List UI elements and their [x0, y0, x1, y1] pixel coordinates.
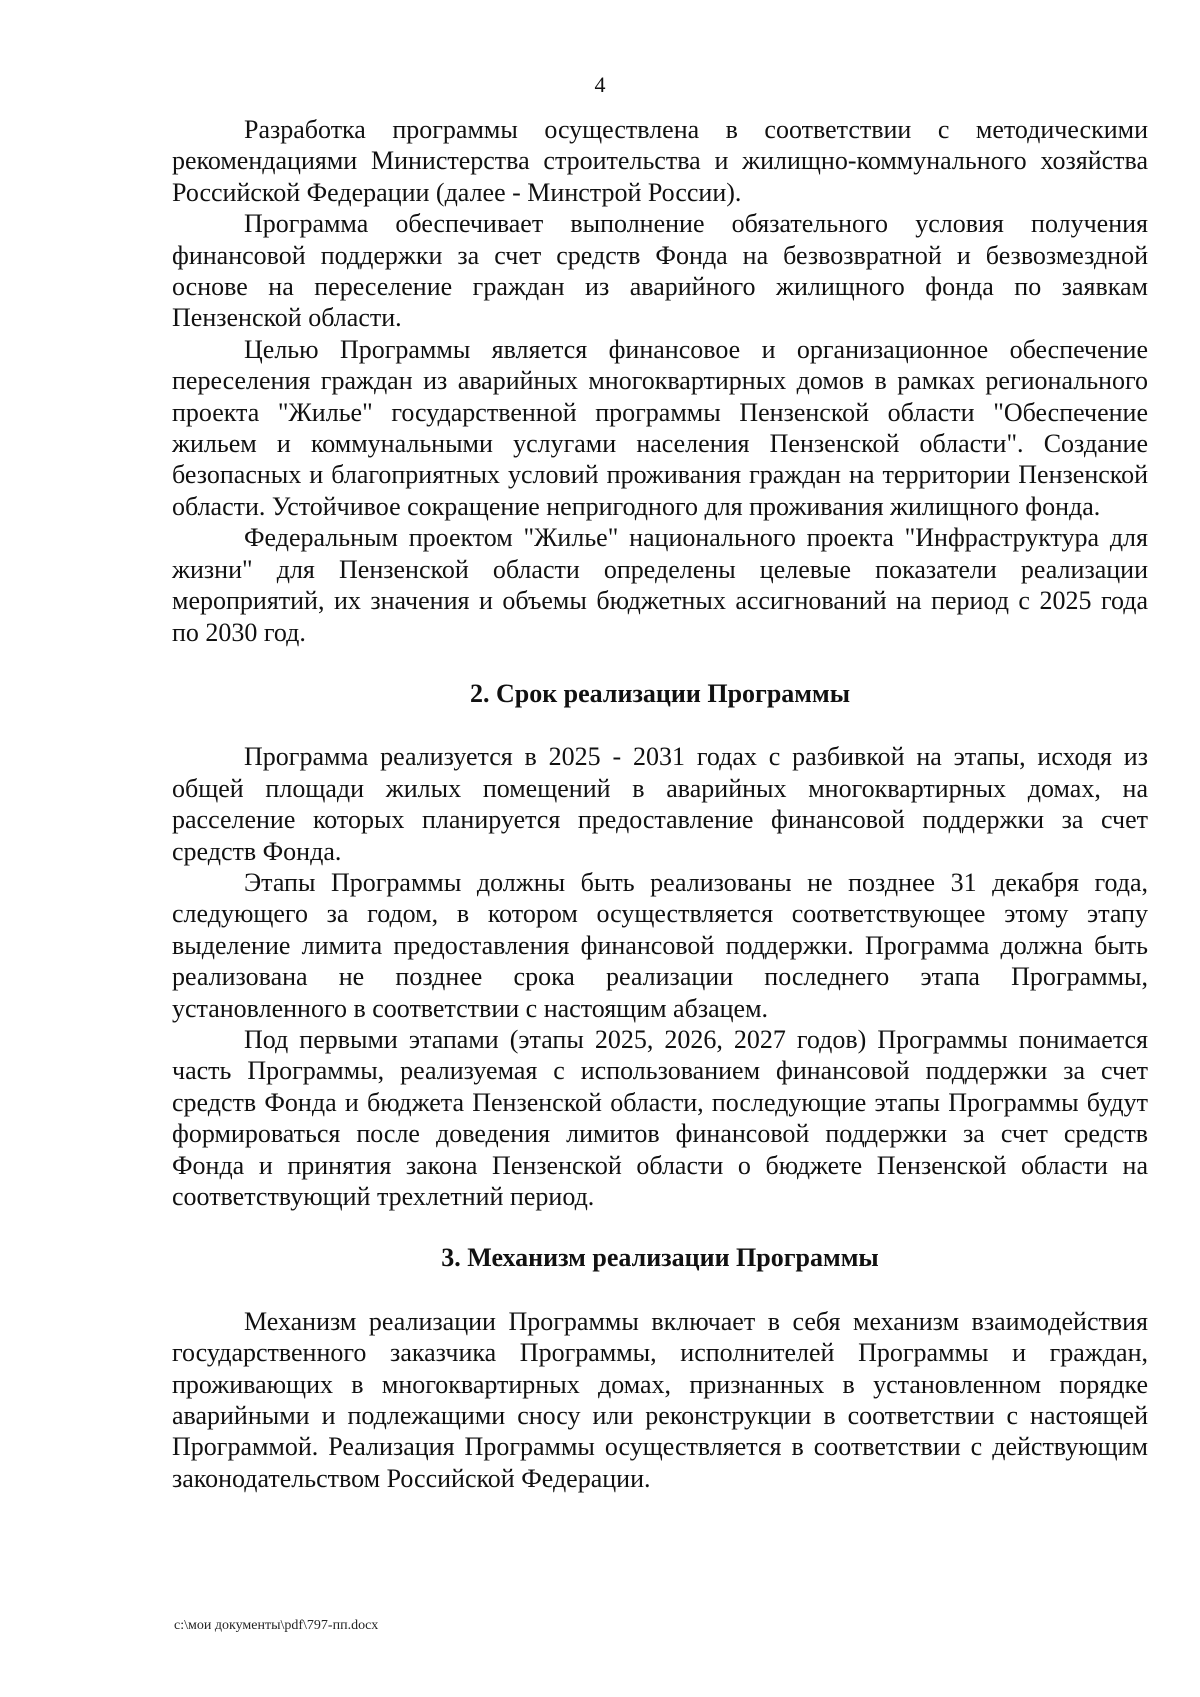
paragraph: Программа обеспечивает выполнение обязательного условия получения финансовой поддержки за счет средств Фонда на безвозвратной и безвозмездной основе на переселение граждан из аварийного жилищного фонда по заявкам Пензенской области.: [172, 209, 1148, 333]
page-number: 4: [594, 72, 606, 97]
document-body: [172, 114, 1148, 1494]
spacer: [172, 1274, 1148, 1306]
paragraph: Механизм реализации Программы включает в себя механизм взаимодействия государственного заказчика Программы, исполнителей Программы и граждан, проживающих в многоквартирных домах, признанных в установленном порядке аварийными и подлежащими сносу или реконструкции в соответствии с настоящей Программой. Реализация Программы осуществляется в соответствии с действующим законодательством Российской Федерации.: [172, 1306, 1148, 1493]
footer-file-path: c:\мои документы\pdf\797-пп.docx: [174, 1618, 379, 1633]
spacer: [172, 648, 1148, 678]
spacer: [172, 709, 1148, 741]
paragraph: Федеральным проектом "Жилье" национального проекта "Инфраструктура для жизни" для Пензенской области определены целевые показатели реализации мероприятий, их значения и объемы бюджетных ассигнований на период с 2025 года по 2030 год.: [172, 523, 1148, 647]
paragraph: Под первыми этапами (этапы 2025, 2026, 2027 годов) Программы понимается часть Программы, реализуемая с использованием финансовой поддержки за счет средств Фонда и бюджета Пензенской области, последующие этапы Программы будут формироваться после доведения лимитов финансовой поддержки за счет средств Фонда и принятия закона Пензенской области о бюджете Пензенской области на соответствующий трехлетний период.: [172, 1024, 1148, 1211]
section-heading-3: 3. Механизм реализации Программы: [441, 1243, 879, 1273]
paragraph: Разработка программы осуществлена в соответствии с методическими рекомендациями Министерства строительства и жилищно-коммунального хозяйства Российской Федерации (далее - Минстрой России).: [172, 115, 1148, 207]
paragraph: Целью Программы является финансовое и организационное обеспечение переселения граждан из аварийных многоквартирных домов в рамках регионального проекта "Жилье" государственной программы Пензенской области "Обеспечение жильем и коммунальными услугами населения Пензенской области". Создание безопасных и благоприятных условий проживания граждан на территории Пензенской области. Устойчивое сокращение непригодного для проживания жилищного фонда.: [172, 334, 1148, 521]
section-heading-2: 2. Срок реализации Программы: [469, 678, 851, 708]
paragraph: Этапы Программы должны быть реализованы не позднее 31 декабря года, следующего за годом, в котором осуществляется соответствующее этому этапу выделение лимита предоставления финансовой поддержки. Программа должна быть реализована не позднее срока реализации последнего этапа Программы, установленного в соответствии с настоящим абзацем.: [172, 867, 1148, 1023]
spacer: [172, 1212, 1148, 1242]
paragraph: Программа реализуется в 2025 - 2031 годах с разбивкой на этапы, исходя из общей площади жилых помещений в аварийных многоквартирных домах, на расселение которых планируется предоставление финансовой поддержки за счет средств Фонда.: [172, 742, 1148, 866]
